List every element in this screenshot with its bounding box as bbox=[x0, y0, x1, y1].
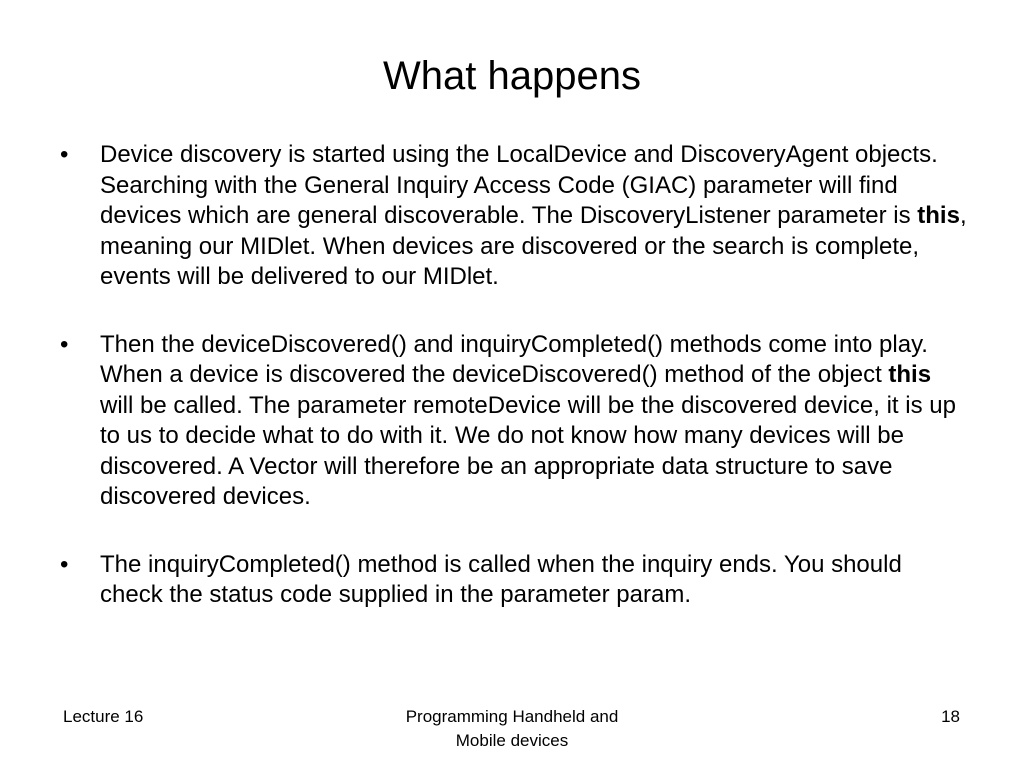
footer-course-title bbox=[312, 705, 712, 753]
bullet-text bbox=[100, 331, 956, 511]
bullet-item bbox=[60, 140, 970, 293]
bullet-marker: • bbox=[60, 550, 69, 578]
bullet-text bbox=[100, 551, 902, 609]
bullet-item bbox=[60, 330, 970, 513]
page-number: 18 bbox=[941, 707, 960, 726]
bullet-text-part: Device discovery is started using the LocalDevice and DiscoveryAgent objects. Searching with the General Inquiry Access Code (GIAC) parameter will find devices which are general discoverable. The DiscoveryListener parameter is bbox=[100, 141, 938, 229]
slide-title: What happens bbox=[383, 54, 641, 98]
footer-lecture-label: Lecture 16 bbox=[63, 707, 144, 726]
bullet-list bbox=[60, 140, 970, 611]
footer-course-title-line: Programming Handheld and bbox=[405, 707, 619, 726]
bullet-item bbox=[60, 550, 970, 611]
bullet-marker: • bbox=[60, 330, 69, 358]
footer-course-title-line: Mobile devices bbox=[455, 731, 569, 750]
bullet-text-part: will be called. The parameter remoteDevice will be the discovered device, it is up to us to decide what to do with it. We do not know how many devices will be discovered. A Vector will therefore be an appropriate data structure to save discovered devices. bbox=[100, 391, 956, 510]
bullet-text-bold: this bbox=[917, 202, 960, 229]
bullet-marker: • bbox=[60, 141, 69, 168]
bullet-text-bold: this bbox=[888, 361, 932, 388]
bullet-text-part: , meaning our MIDlet. When devices are discovered or the search is complete, events will be delivered to our MIDlet. bbox=[100, 202, 967, 290]
bullet-text-part: Then the deviceDiscovered() and inquiryCompleted() methods come into play. When a device is discovered the deviceDiscovered() method of the object bbox=[100, 330, 928, 388]
bullet-text bbox=[100, 141, 967, 290]
bullet-text-part: The inquiryCompleted() method is called when the inquiry ends. You should check the status code supplied in the parameter param. bbox=[100, 550, 902, 608]
